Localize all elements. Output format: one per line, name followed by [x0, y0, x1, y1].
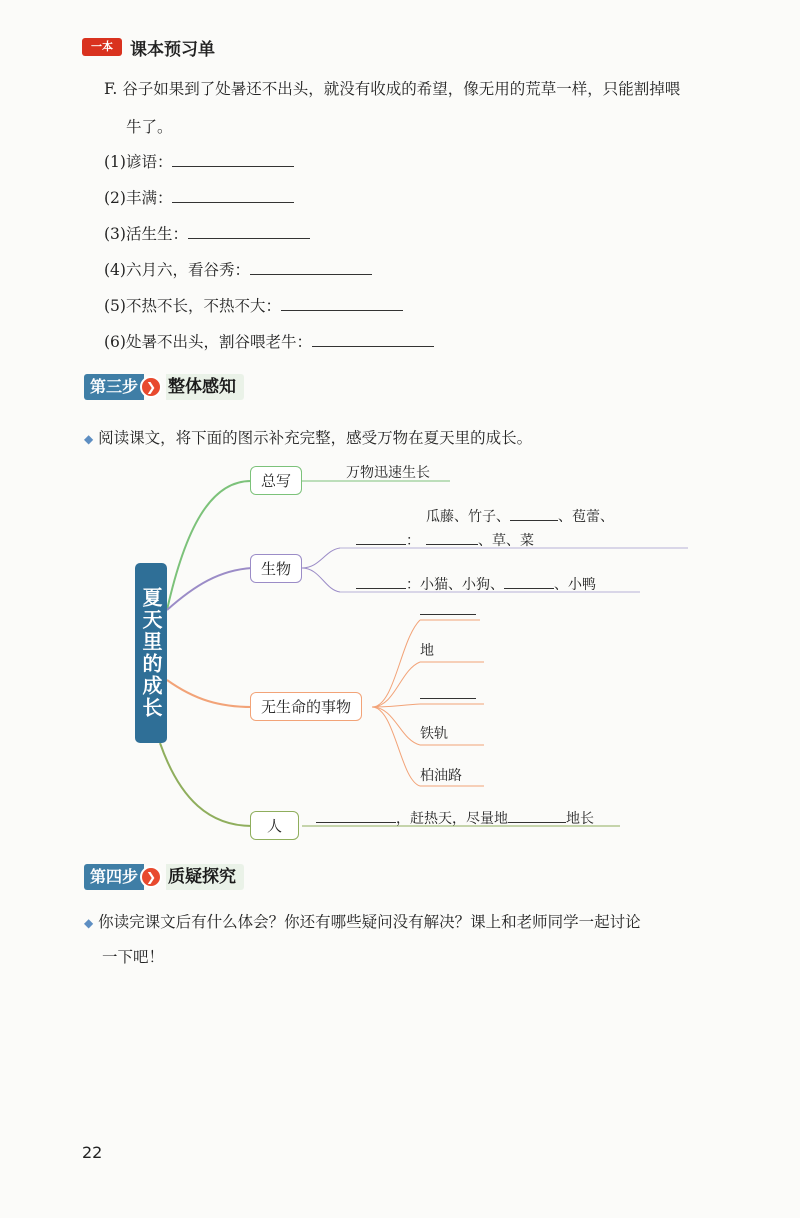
non-living-item-ground: 地: [420, 643, 434, 659]
non-living-blank-2: [420, 682, 476, 703]
answer-blank[interactable]: [420, 682, 476, 699]
answer-blank[interactable]: [420, 598, 476, 615]
step4-name: 质疑探究: [166, 864, 244, 890]
answer-blank[interactable]: [356, 572, 406, 589]
step3-tag: 第三步: [84, 374, 144, 400]
arrow-right-icon: ❯: [140, 866, 162, 888]
overview-text: 万物迅速生长: [346, 465, 430, 481]
proverb-f-line1: F. 谷子如果到了处暑还不出头，就没有收成的希望，像无用的荒草一样，只能割掉喂: [104, 80, 681, 98]
node-non-living: 无生命的事物: [250, 692, 362, 721]
node-people: 人: [250, 811, 299, 840]
step4-tag: 第四步: [84, 864, 144, 890]
answer-blank[interactable]: [504, 572, 554, 589]
question-label: (2)丰满：: [104, 189, 173, 207]
animals-line: [356, 572, 596, 594]
mindmap-center: 夏天里的成长: [135, 563, 167, 743]
page-section-title: 课本预习单: [130, 40, 215, 60]
non-living-item-rails: 铁轨: [420, 726, 448, 742]
answer-blank[interactable]: [508, 806, 566, 823]
question-label: (5)不热不长，不热不大：: [104, 297, 281, 315]
diamond-bullet-icon: ◆: [84, 916, 94, 930]
people-line: [316, 806, 594, 828]
non-living-blank-1: [420, 598, 476, 619]
answer-blank[interactable]: [356, 528, 406, 545]
question-label: (6)处暑不出头，割谷喂老牛：: [104, 333, 312, 351]
diamond-bullet-icon: ◆: [84, 432, 94, 446]
step4-text: 你读完课文后有什么体会？你还有哪些疑问没有解决？课上和老师同学一起讨论: [98, 913, 641, 931]
instruction-text: 阅读课文，将下面的图示补充完整，感受万物在夏天里的成长。: [98, 429, 533, 447]
plants-text: 瓜藤、竹子、: [426, 509, 510, 525]
animals-text: ：小猫、小狗、: [406, 577, 504, 593]
step4-banner: [84, 864, 244, 890]
plants-line2: [356, 528, 534, 550]
people-text: ，赶热天，尽量地: [396, 811, 508, 827]
series-logo: 一本: [82, 38, 122, 56]
plants-line1: [426, 504, 614, 526]
page-number: 22: [82, 1143, 103, 1162]
node-living-things: 生物: [250, 554, 302, 583]
colon-text: ：: [406, 533, 420, 549]
answer-blank[interactable]: [316, 806, 396, 823]
animals-text: 、小鸭: [554, 577, 596, 593]
step4-line2: 一下吧！: [102, 948, 165, 966]
proverb-f-line2: 牛了。: [126, 118, 173, 136]
answer-blank[interactable]: [510, 504, 558, 521]
plants-text: 、草、菜: [478, 533, 534, 549]
answer-blank[interactable]: [426, 528, 478, 545]
step4-line1: [84, 911, 641, 934]
question-label: (4)六月六，看谷秀：: [104, 261, 250, 279]
question-label: (3)活生生：: [104, 225, 188, 243]
non-living-item-road: 柏油路: [420, 768, 462, 784]
node-overview: 总写: [250, 466, 302, 495]
people-text: 地长: [566, 811, 594, 827]
arrow-right-icon: ❯: [140, 376, 162, 398]
plants-text: 、苞蕾、: [558, 509, 614, 525]
step3-name: 整体感知: [166, 374, 244, 400]
question-label: (1)谚语：: [104, 153, 173, 171]
